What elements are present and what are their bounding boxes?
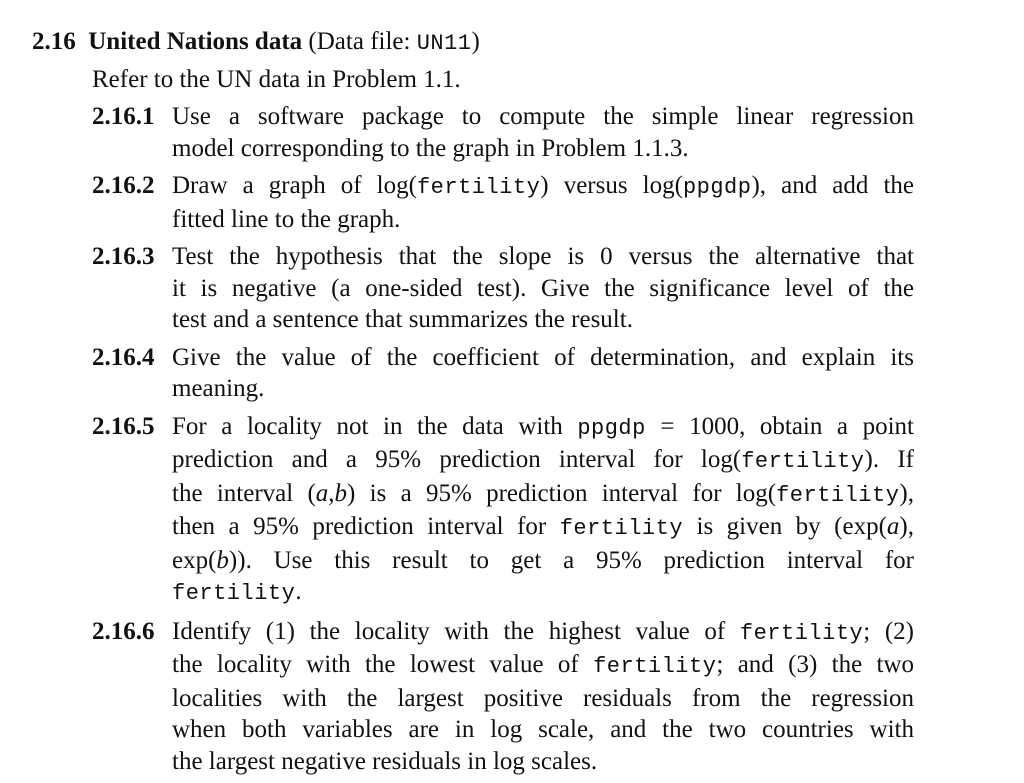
text-line [172, 170, 914, 204]
text-run: the locality with the lowest value of [172, 651, 594, 678]
text-line [172, 545, 914, 577]
text-run: ), [899, 513, 914, 540]
subproblem-text [172, 101, 914, 164]
code-variable: fertility [776, 482, 900, 508]
text-run: For a locality not in the data with [172, 412, 578, 440]
code-variable: fertility [416, 175, 541, 200]
text-run: ; and (3) the two [716, 651, 914, 678]
text-line [172, 304, 914, 336]
text-line [172, 273, 914, 305]
math-variable: b [216, 546, 229, 574]
code-variable: fertility [593, 654, 717, 679]
text-line [172, 714, 914, 746]
text-line [172, 616, 914, 650]
problem-2-16 [32, 26, 922, 783]
subproblem-number: 2.16.4 [92, 343, 155, 371]
problem-heading [32, 26, 922, 60]
text-run: ) versus log( [540, 172, 683, 199]
subproblem-number: 2.16.5 [92, 412, 155, 440]
text-run: is given by (exp( [683, 513, 887, 540]
subproblem-text [172, 411, 914, 610]
subproblem-number: 2.16.3 [92, 243, 155, 270]
text-run: Give the value of the coefficient of determination, and explain its [172, 343, 914, 371]
text-line [172, 204, 914, 236]
problem-number: 2.16 [32, 28, 76, 55]
text-line [172, 342, 914, 374]
text-run: model corresponding to the graph in Problem 1.1.3. [172, 134, 689, 162]
code-variable: ppgdp [577, 415, 646, 441]
text-run: ; (2) [863, 617, 914, 645]
problem-title: United Nations data [88, 28, 303, 55]
text-run: Identify (1) the locality with the highest value of [172, 617, 740, 645]
text-run: prediction and a 95% prediction interval for log( [172, 446, 742, 473]
subproblem-list [32, 101, 922, 777]
subproblem-2-16-6 [32, 616, 922, 778]
text-run: fitted line to the graph. [172, 205, 401, 233]
subproblem-text [172, 342, 914, 405]
text-run: )). Use this result to get a 95% prediction interval for [228, 546, 914, 574]
text-run: localities with the largest positive residuals from the regression [172, 684, 914, 712]
text-run: then a 95% prediction interval for [172, 513, 560, 540]
text-line [172, 576, 914, 610]
text-line [172, 746, 914, 778]
text-run: ). If [864, 446, 914, 473]
text-line [172, 683, 914, 715]
text-line [172, 411, 914, 445]
datafile-name: UN11 [416, 31, 472, 56]
subproblem-2-16-2 [32, 170, 922, 235]
math-variable: a [315, 479, 329, 507]
text-run: ) is a 95% prediction interval for log( [347, 479, 777, 507]
text-run: meaning. [172, 375, 265, 402]
text-line [172, 133, 914, 165]
text-line [172, 478, 914, 512]
subproblem-2-16-1 [32, 101, 922, 164]
text-run: exp( [172, 546, 217, 574]
text-line [172, 373, 914, 405]
subproblem-2-16-4 [32, 342, 922, 405]
code-variable: fertility [741, 449, 865, 474]
text-run: when both variables are in log scale, and the two countries with [172, 716, 914, 743]
text-run: ), [899, 479, 914, 507]
subproblem-2-16-5 [32, 411, 922, 610]
code-variable: ppgdp [682, 175, 752, 200]
math-variable: a [886, 513, 900, 540]
text-line [172, 241, 914, 273]
subproblem-2-16-3 [32, 241, 922, 336]
problem-intro: Refer to the UN data in Problem 1.1. [92, 65, 461, 93]
text-run: the largest negative residuals in log scales. [172, 747, 598, 775]
text-run: Draw a graph of log( [172, 172, 417, 199]
text-run: = 1000, obtain a point [645, 412, 914, 440]
text-line [172, 101, 914, 133]
datafile-suffix: ) [471, 28, 480, 55]
math-variable: b [334, 479, 348, 507]
subproblem-text [172, 170, 914, 235]
subproblem-number: 2.16.6 [92, 617, 155, 645]
text-run: Test the hypothesis that the slope is 0 versus the alternative that [172, 243, 914, 270]
subproblem-number: 2.16.2 [92, 172, 155, 199]
text-run: it is negative (a one-sided test). Give the significance level of the [172, 274, 914, 302]
text-run: Use a software package to compute the simple linear regression [172, 103, 914, 130]
text-run: , [328, 479, 335, 507]
subproblem-text [172, 616, 914, 778]
text-run: the interval ( [172, 479, 316, 507]
code-variable: fertility [559, 516, 684, 541]
text-run: ), and add the [751, 172, 914, 199]
text-line [172, 444, 914, 478]
text-run: . [295, 578, 302, 605]
datafile-prefix: (Data file: [308, 28, 417, 55]
text-line [172, 511, 914, 545]
code-variable: fertility [739, 620, 864, 646]
text-line [172, 649, 914, 683]
text-run: test and a sentence that summarizes the result. [172, 306, 633, 333]
subproblem-text [172, 241, 914, 336]
code-variable: fertility [172, 581, 296, 606]
subproblem-number: 2.16.1 [92, 103, 155, 130]
